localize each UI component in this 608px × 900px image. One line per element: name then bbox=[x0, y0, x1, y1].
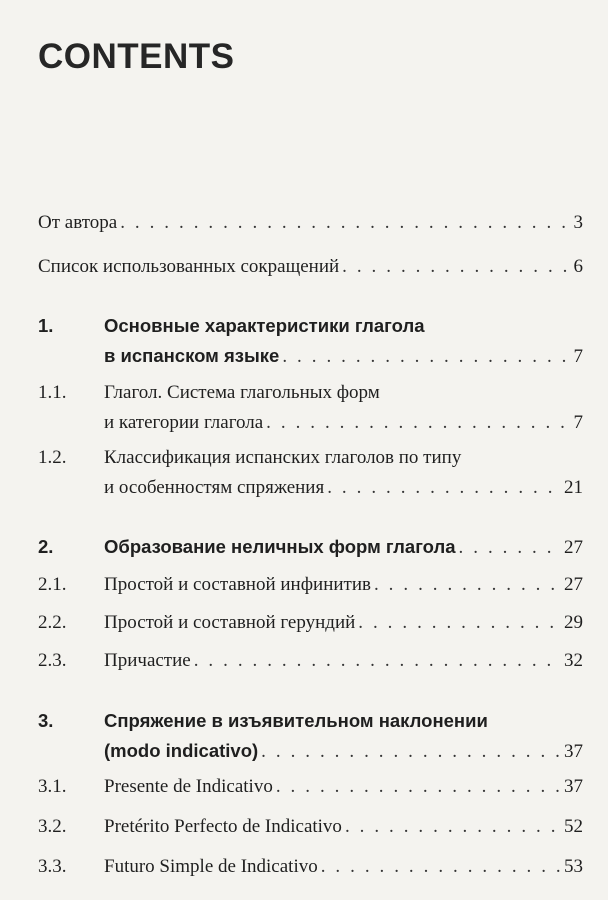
toc-entry-number: 1.1. bbox=[38, 382, 67, 403]
toc-entry-number: 1. bbox=[38, 315, 54, 336]
toc-entry-title: Образование неличных форм глагола bbox=[104, 536, 456, 557]
toc-page-number: 21 bbox=[564, 477, 583, 498]
toc-page-number: 53 bbox=[564, 856, 583, 877]
toc-chapter-2[interactable] bbox=[38, 532, 583, 562]
dot-leader bbox=[276, 772, 561, 802]
toc-entry-number: 2.2. bbox=[38, 612, 67, 633]
dot-leader bbox=[327, 473, 561, 503]
toc-entry-number: 1.2. bbox=[38, 447, 67, 468]
dot-leader bbox=[459, 533, 561, 563]
toc-entry-title: Простой и составной инфинитив bbox=[104, 574, 371, 595]
dot-leader bbox=[261, 737, 561, 767]
toc-page-number: 52 bbox=[564, 816, 583, 837]
toc-page-number: 7 bbox=[573, 412, 583, 433]
toc-entry-number: 2.3. bbox=[38, 650, 67, 671]
toc-entry-title: Список использованных сокращений bbox=[38, 256, 340, 277]
toc-page-number: 37 bbox=[564, 776, 583, 797]
toc-section-2-2[interactable] bbox=[38, 608, 583, 638]
toc-entry-number: 2.1. bbox=[38, 574, 67, 595]
toc-entry-title-line-1: Основные характеристики глагола bbox=[104, 315, 425, 336]
dot-leader bbox=[194, 646, 561, 676]
toc-entry-title-line-2: и особенностям спряжения bbox=[104, 477, 325, 498]
toc-page-number: 29 bbox=[564, 612, 583, 633]
toc-entry-title: Причастие bbox=[104, 650, 191, 671]
toc-entry-number: 3.3. bbox=[38, 856, 67, 877]
toc-entry-number: 3.1. bbox=[38, 776, 67, 797]
toc-entry-abbreviations[interactable] bbox=[38, 252, 583, 282]
dot-leader bbox=[282, 342, 570, 372]
toc-entry-title-line-2: в испанском языке bbox=[104, 345, 280, 366]
toc-page-number: 27 bbox=[564, 537, 583, 558]
toc-entry-number: 3. bbox=[38, 710, 54, 731]
toc-entry-title-line-2: и категории глагола bbox=[104, 412, 264, 433]
toc-section-2-1[interactable] bbox=[38, 570, 583, 600]
toc-entry-title: Pretérito Perfecto de Indicativo bbox=[104, 816, 342, 837]
toc-entry-number: 2. bbox=[38, 536, 54, 557]
toc-section-3-1[interactable] bbox=[38, 772, 583, 802]
toc-section-3-2[interactable] bbox=[38, 812, 583, 842]
dot-leader bbox=[266, 408, 570, 438]
toc-section-3-3[interactable] bbox=[38, 852, 583, 882]
toc-entry-number: 3.2. bbox=[38, 816, 67, 837]
toc-section-1-2[interactable] bbox=[38, 443, 583, 503]
toc-page-number: 3 bbox=[573, 212, 583, 233]
dot-leader bbox=[345, 812, 561, 842]
toc-chapter-3[interactable] bbox=[38, 706, 583, 766]
dot-leader bbox=[321, 852, 561, 882]
toc-entry-title-line-1: Глагол. Система глагольных форм bbox=[104, 382, 380, 403]
toc-entry-title: От автора bbox=[38, 212, 118, 233]
toc-entry-title-line-1: Классификация испанских глаголов по типу bbox=[104, 447, 462, 468]
toc-entry-title: Futuro Simple de Indicativo bbox=[104, 856, 318, 877]
toc-chapter-1[interactable] bbox=[38, 311, 583, 371]
dot-leader bbox=[358, 608, 561, 638]
dot-leader bbox=[374, 570, 561, 600]
toc-entry-title-line-2: (modo indicativo) bbox=[104, 740, 259, 761]
toc-page-number: 27 bbox=[564, 574, 583, 595]
dot-leader bbox=[342, 252, 570, 282]
dot-leader bbox=[120, 208, 570, 238]
toc-page-number: 6 bbox=[573, 256, 583, 277]
toc-page-number: 7 bbox=[573, 346, 583, 367]
toc-page-number: 37 bbox=[564, 741, 583, 762]
toc-entry-title: Простой и составной герундий bbox=[104, 612, 356, 633]
toc-entry-preface[interactable] bbox=[38, 208, 583, 238]
toc-entry-title: Presente de Indicativo bbox=[104, 776, 273, 797]
toc-entry-title-line-1: Спряжение в изъявительном наклонении bbox=[104, 710, 488, 731]
page-title: CONTENTS bbox=[38, 37, 235, 76]
toc-section-2-3[interactable] bbox=[38, 646, 583, 676]
toc-page-number: 32 bbox=[564, 650, 583, 671]
toc-section-1-1[interactable] bbox=[38, 378, 583, 438]
